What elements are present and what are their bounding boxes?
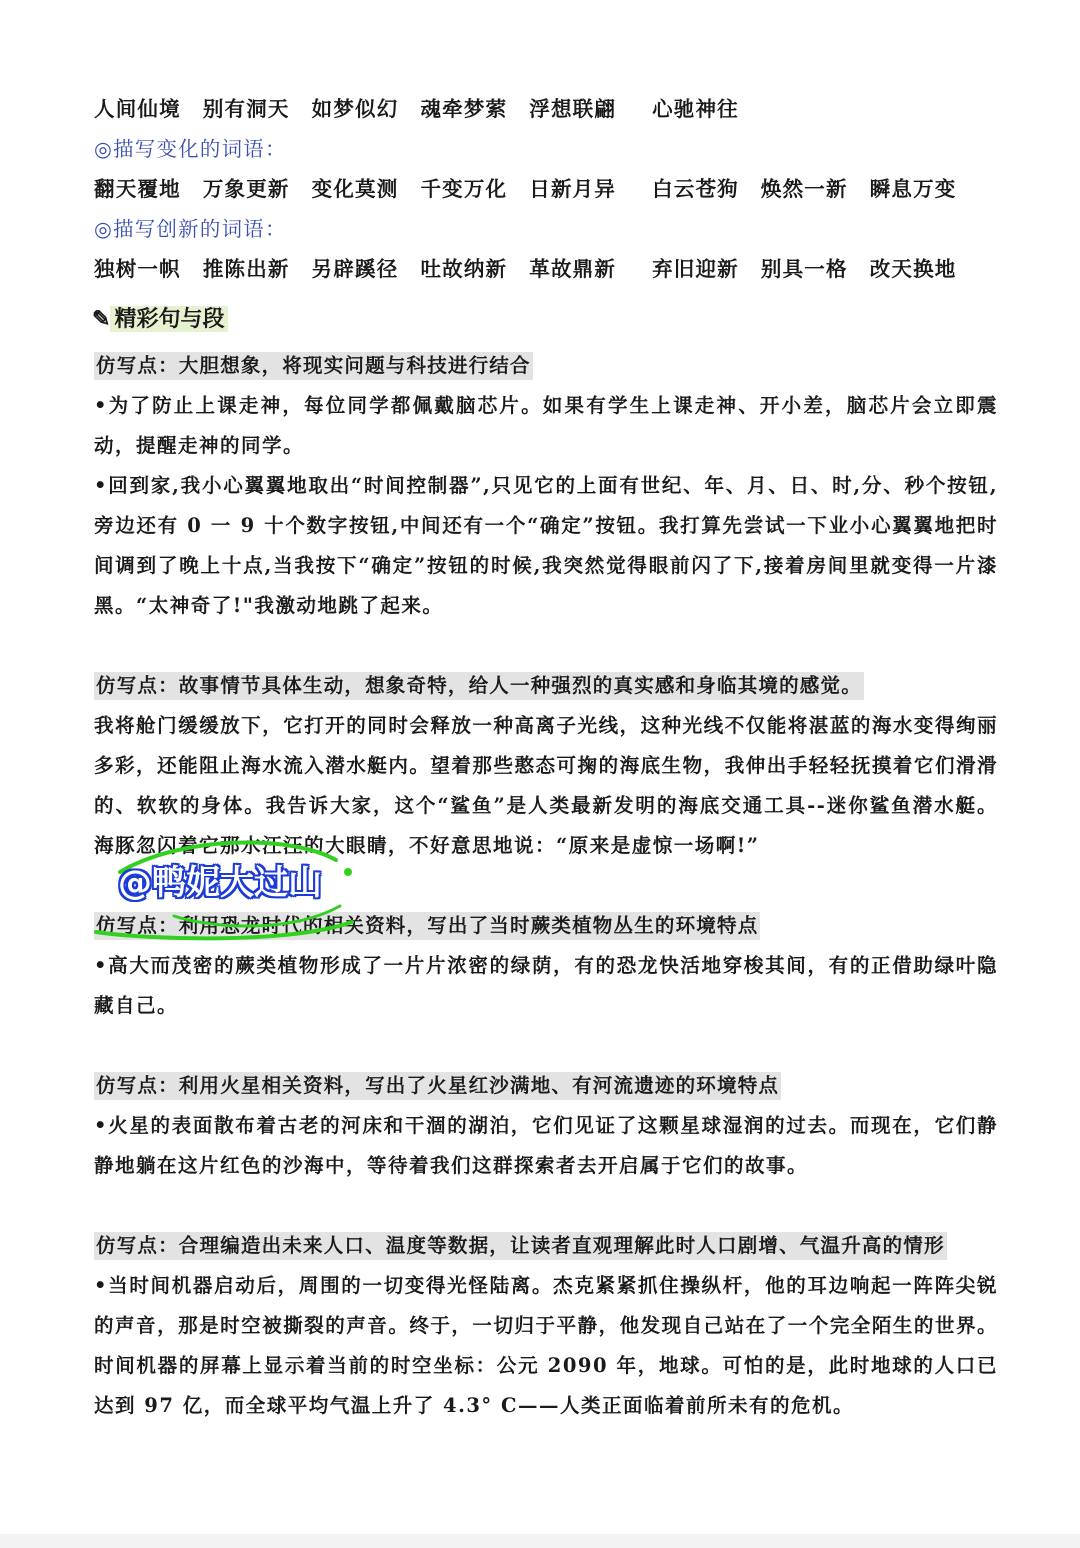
imitation-point: 仿写点：利用恐龙时代的相关资料，写出了当时蕨类植物丛生的环境特点: [94, 912, 760, 940]
word: 浮想联翩: [529, 97, 617, 121]
watermark-text: @鸭妮大过山: [118, 863, 322, 903]
imitation-point: 仿写点：利用火星相关资料，写出了火星红沙满地、有河流遗迹的环境特点: [94, 1072, 781, 1100]
word: 独树一帜: [94, 257, 181, 281]
word: 变化莫测: [311, 177, 399, 201]
pencil-icon: ✎: [92, 306, 111, 332]
word: 心驰神往: [652, 97, 739, 121]
word-list-innovation: [94, 254, 996, 284]
word: 弃旧迎新: [652, 257, 739, 281]
paragraph: •高大而茂密的蕨类植物形成了一片片浓密的绿荫，有的恐龙快活地穿梭其间，有的正借助绿叶隐藏自己。: [94, 954, 998, 1017]
page-bottom-edge: [0, 1534, 1080, 1548]
word-list-scenery: [94, 94, 996, 124]
word: 吐故纳新: [420, 257, 508, 281]
word: 如梦似幻: [311, 97, 399, 121]
word: 焕然一新: [760, 177, 848, 201]
word: 另辟蹊径: [311, 257, 399, 281]
imitation-point: 仿写点：合理编造出未来人口、温度等数据，让读者直观理解此时人口剧增、气温升高的情形: [94, 1232, 947, 1260]
subheading-change-words: ◎描写变化的词语：: [94, 137, 287, 161]
section-heading: [92, 302, 228, 336]
section-title: 精彩句与段: [110, 306, 228, 332]
word: 魂牵梦萦: [420, 97, 508, 121]
word: 万象更新: [202, 177, 290, 201]
imitation-point: 仿写点：大胆想象，将现实问题与科技进行结合: [94, 352, 533, 380]
word: 推陈出新: [202, 257, 290, 281]
word: 人间仙境: [94, 97, 181, 121]
word: 千变万化: [420, 177, 508, 201]
paragraph: •火星的表面散布着古老的河床和干涸的湖泊，它们见证了这颗星球湿润的过去。而现在，它们静静地躺在这片红色的沙海中，等待着我们这群探索者去开启属于它们的故事。: [94, 1114, 998, 1177]
paragraph: •为了防止上课走神，每位同学都佩戴脑芯片。如果有学生上课走神、开小差，脑芯片会立即震动，提醒走神的同学。: [94, 394, 998, 457]
word: 别具一格: [760, 257, 848, 281]
word: 白云苍狗: [652, 177, 739, 201]
word: 日新月异: [529, 177, 617, 201]
word: 革故鼎新: [529, 257, 617, 281]
word: 瞬息万变: [869, 177, 957, 201]
paragraph: •回到家,我小心翼翼地取出“时间控制器”,只见它的上面有世纪、年、月、日、时,分、秒个按钮,旁边还有 0 一 9 十个数字按钮,中间还有一个“确定”按钮。我打算先尝试一下业小心翼翼地把时间调到了晚上十点,当我按下“确定”按钮的时候,我突然觉得眼前闪了下,接着房间里就变得一片漆黑。“太神奇了!"我激动地跳了起来。: [94, 474, 998, 617]
word-list-change: [94, 174, 996, 204]
paragraph: 我将舱门缓缓放下，它打开的同时会释放一种高离子光线，这种光线不仅能将湛蓝的海水变得绚丽多彩，还能阻止海水流入潜水艇内。望着那些憨态可掬的海底生物，我伸出手轻轻抚摸着它们滑滑的、软软的身体。我告诉大家，这个“鲨鱼”是人类最新发明的海底交通工具--迷你鲨鱼潜水艇。海豚忽闪着它那水汪汪的大眼睛，不好意思地说：“原来是虚惊一场啊!”: [94, 714, 998, 857]
paragraph: •当时间机器启动后，周围的一切变得光怪陆离。杰克紧紧抓住操纵杆，他的耳边响起一阵阵尖锐的声音，那是时空被撕裂的声音。终于，一切归于平静，他发现自己站在了一个完全陌生的世界。时间机器的屏幕上显示着当前的时空坐标：公元 2090 年，地球。可怕的是，此时地球的人口已达到 97 亿，而全球平均气温上升了 4.3° C——人类正面临着前所未有的危机。: [94, 1274, 998, 1417]
imitation-point: 仿写点：故事情节具体生动，想象奇特，给人一种强烈的真实感和身临其境的感觉。: [94, 672, 864, 700]
subheading-innovation-words: ◎描写创新的词语：: [94, 217, 287, 241]
word: 别有洞天: [202, 97, 290, 121]
word: 翻天覆地: [94, 177, 181, 201]
word: 改天换地: [869, 257, 957, 281]
